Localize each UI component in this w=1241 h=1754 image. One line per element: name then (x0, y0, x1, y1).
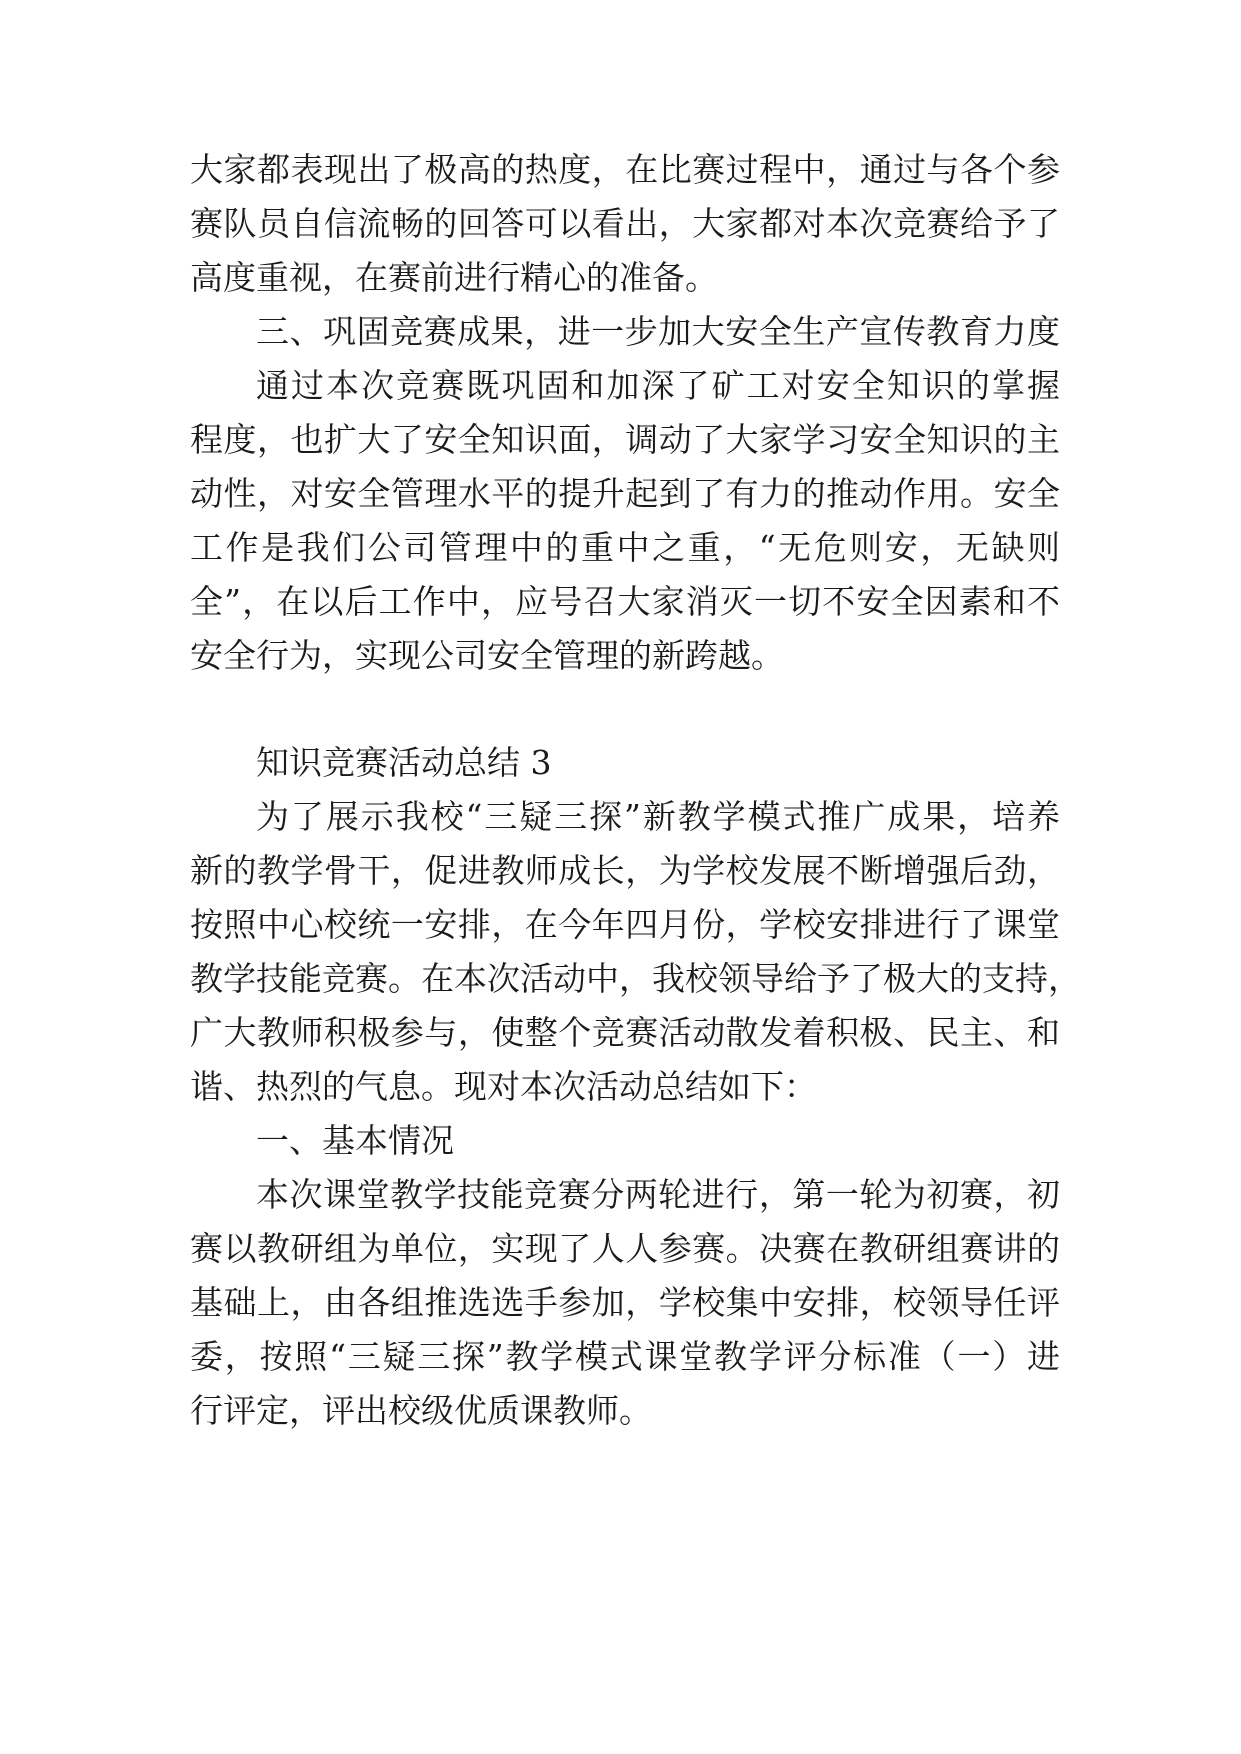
paragraph-line: 谐、热烈的气息。现对本次活动总结如下： (190, 1067, 817, 1106)
paragraph-line: 教学技能竞赛。在本次活动中，我校领导给予了极大的支持， (190, 959, 1081, 998)
paragraph-line: 大家都表现出了极高的热度，在比赛过程中，通过与各个参 (190, 150, 1060, 189)
paragraph-line: 基础上，由各组推选选手参加，学校集中安排，校领导任评 (190, 1283, 1060, 1322)
paragraph-line: 工作是我们公司管理中的重中之重，“无危则安，无缺则 (190, 528, 1060, 567)
paragraph-line: 赛队员自信流畅的回答可以看出，大家都对本次竞赛给予了 (190, 204, 1060, 243)
paragraph-line: 程度，也扩大了安全知识面，调动了大家学习安全知识的主 (190, 420, 1060, 459)
paragraph-line: 行评定，评出校级优质课教师。 (190, 1391, 652, 1430)
paragraph-line: 按照中心校统一安排，在今年四月份，学校安排进行了课堂 (190, 905, 1060, 944)
paragraph-line: 安全行为，实现公司安全管理的新跨越。 (190, 636, 784, 675)
section-heading: 三、巩固竞赛成果，进一步加大安全生产宣传教育力度 (256, 312, 1060, 351)
paragraph-line: 新的教学骨干，促进教师成长，为学校发展不断增强后劲， (190, 851, 1060, 890)
paragraph-line: 赛以教研组为单位，实现了人人参赛。决赛在教研组赛讲的 (190, 1229, 1060, 1268)
paragraph-line: 广大教师积极参与，使整个竞赛活动散发着积极、民主、和 (190, 1013, 1060, 1052)
paragraph-line: 本次课堂教学技能竞赛分两轮进行，第一轮为初赛，初 (256, 1175, 1060, 1214)
paragraph-line: 全”，在以后工作中，应号召大家消灭一切不安全因素和不 (190, 582, 1060, 621)
paragraph-line: 为了展示我校“三疑三探”新教学模式推广成果，培养 (256, 797, 1060, 836)
paragraph-line: 高度重视，在赛前进行精心的准备。 (190, 258, 718, 297)
document-title: 知识竞赛活动总结 3 (256, 743, 552, 782)
paragraph-line: 动性，对安全管理水平的提升起到了有力的推动作用。安全 (190, 474, 1060, 513)
paragraph-line: 通过本次竞赛既巩固和加深了矿工对安全知识的掌握 (256, 366, 1060, 405)
section-heading: 一、基本情况 (256, 1121, 454, 1160)
paragraph-line: 委，按照“三疑三探”教学模式课堂教学评分标准（一）进 (190, 1337, 1060, 1376)
